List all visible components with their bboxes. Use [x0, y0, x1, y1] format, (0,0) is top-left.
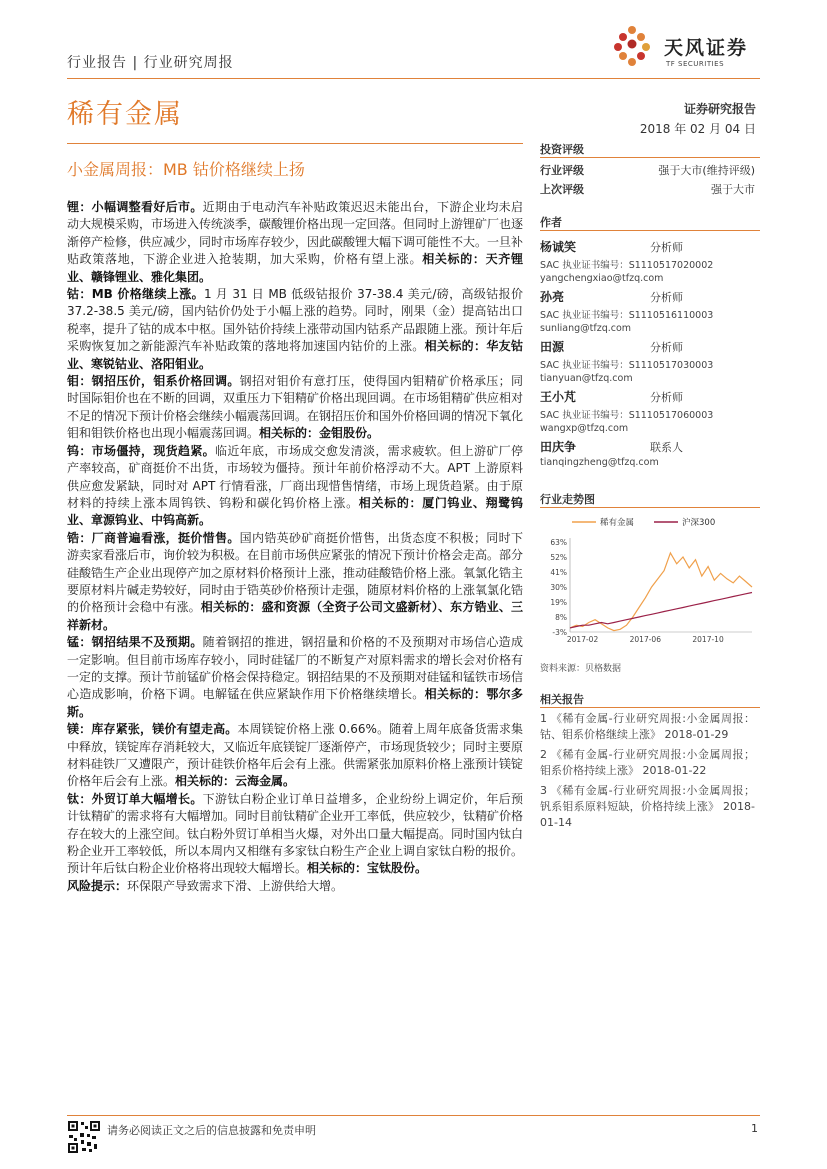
series-line: [570, 593, 752, 628]
report-type: 证券研究报告: [683, 102, 756, 116]
rating-row-previous: 上次评级 强于大市: [540, 183, 755, 196]
related-divider: [540, 707, 760, 708]
paragraph-cobalt: 钴：MB 价格继续上涨。1 月 31 日 MB 低级钴报价 37-38.4 美元/磅，高级钴报价 37.2-38.5 美元/磅，国内钴价仍处于小幅上涨的趋势。同时，刚果（金）提高钴出口税率，提升了钴的成本中枢。国外钴价持续上涨带动国内钴系产品跟随上涨。预计年后采购恢复加之新能源汽车补贴政策的落地将加速国内钴价的上涨。相关标的：华友钴业、寒锐钴业、洛阳钼业。: [67, 287, 524, 371]
related-list: [540, 711, 755, 835]
y-tick-label: 63%: [550, 538, 567, 547]
legend-label: 稀有金属: [600, 518, 635, 528]
rating-divider: [540, 157, 760, 158]
series-line: [570, 553, 752, 631]
author-email[interactable]: tianqingzheng@tfzq.com: [540, 457, 659, 468]
y-tick-label: 52%: [550, 553, 567, 562]
paragraph-lithium: 锂：小幅调整看好后市。近期由于电动汽车补贴政策迟迟未能出台，下游企业均未启动大规模采购，市场进入传统淡季，碳酸锂价格出现一定回落。但同时上游锂矿厂也逐渐停产检修，供应减少，同时市场库存较少，因此碳酸锂大幅下调可能性不大。一旦补贴政策落地，下游企业进入抢装期，加大采购，价格有望上涨。相关标的：天齐锂业、赣锋锂业、雅化集团。: [67, 200, 524, 284]
paragraph-molybdenum: 钼：钢招压价，钼系价格回调。钢招对钼价有意打压，使得国内钼精矿价格承压；同时国际钼价也在不断的回调，双重压力下钼精矿价格出现回调。在市场钼精矿供应相对不足的情况下预计价格会继续小幅震荡回调。在钢招压价和国外价格回调的情况下氧化钼和钼铁价格也出现小幅震荡回调。相关标的：金钼股份。: [67, 374, 524, 441]
footer-divider: [67, 1115, 760, 1116]
author-cert: SAC 执业证书编号：S1110516110003: [540, 310, 714, 321]
author-role: 分析师: [650, 291, 683, 304]
author-role: 分析师: [650, 241, 683, 254]
y-tick-label: -3%: [552, 628, 567, 637]
report-date: 2018 年 02 月 04 日: [639, 122, 756, 136]
author-card: [540, 388, 755, 434]
industry-trend-chart: [540, 512, 760, 652]
author-name: 王小芃: [540, 390, 577, 404]
y-tick-label: 30%: [550, 583, 567, 592]
y-tick-label: 8%: [555, 613, 567, 622]
paragraph-magnesium: 镁：库存紧张，镁价有望走高。本周镁锭价格上涨 0.66%。随着上周年底备货需求集中释放，镁锭库存消耗较大，又临近年底镁锭厂逐渐停产，市场现货较少；同时主要原材料硅铁厂又遭限产，预计硅铁价格年后会有上涨。供需紧张加原料价格上涨预计镁锭价格年后会有上涨。相关标的：云海金属。: [67, 722, 524, 789]
y-tick-label: 41%: [550, 568, 567, 577]
sector-title: 稀有金属: [67, 99, 183, 130]
paragraph-manganese: 锰：钢招结果不及预期。随着钢招的推进，钢招量和价格的不及预期对市场信心造成一定影响。但目前市场库存较小，同时硅锰厂的不断复产对原料需求的增长会对价格有一定的支撑。预计节前锰矿价格会保持稳定。钢招结果的不及预期对硅锰和锰铁市场信心造成影响，价格下调。电解锰在供应紧缺作用下价格继续增长。相关标的：鄂尔多斯。: [67, 635, 524, 719]
trend-heading: 行业走势图: [540, 493, 595, 506]
rating-heading: 投资评级: [540, 143, 584, 156]
related-report-link[interactable]: 1 《稀有金属-行业研究周报:小金属周报：钴、钼系价格继续上涨》 2018-01-29: [540, 712, 755, 741]
author-role: 分析师: [650, 341, 683, 354]
author-email[interactable]: wangxp@tfzq.com: [540, 423, 629, 434]
author-cert: SAC 执业证书编号：S1110517030003: [540, 360, 714, 371]
author-card: [540, 438, 755, 468]
author-email[interactable]: sunliang@tfzq.com: [540, 323, 632, 334]
paragraph-zirconium: 锆：厂商普遍看涨，挺价惜售。国内锆英砂矿商挺价惜售，出货态度不积极；同时下游卖家看涨后市，询价较为积极。在目前市场供应紧张的情况下预计价格会走高。部分硅酸锆生产企业出现停产加之原材料价格预计上涨，推动硅酸锆价格上涨。氧氯化锆主要原材料片碱走势较好，同时由于锆英砂价格预计走强，随原材料价格的上涨氧氯化锆的价格预计会稳中有涨。相关标的：盛和资源（全资子公司文盛新材）、东方锆业、三祥新材。: [67, 530, 524, 632]
related-heading: 相关报告: [540, 693, 584, 706]
x-tick-label: 2017-02: [566, 635, 599, 644]
report-subtitle: 小金属周报：MB 钴价格继续上扬: [67, 160, 305, 179]
author-name: 田源: [540, 340, 565, 354]
author-cert: SAC 执业证书编号：S1110517020002: [540, 260, 714, 271]
main-content: [67, 199, 523, 895]
trend-divider: [540, 507, 760, 508]
paragraph-titanium: 钛：外贸订单大幅增长。下游钛白粉企业订单日益增多，企业纷纷上调定价，年后预计钛精矿的需求将有大幅增加。同时目前钛精矿企业开工率低，供应较少，钛精矿价格存在较大的上涨空间。钛白粉外贸订单相当火爆，对外出口量大幅提高。同时国内钛白粉企业开工率较低，所以本周内又相继有多家钛白粉生产企业上调自家钛白粉的报价。预计年后钛白粉企业价格将出现较大幅增长。相关标的：宝钛股份。: [67, 791, 524, 876]
author-card: [540, 238, 755, 284]
chart-source: 资料来源：贝格数据: [540, 664, 622, 674]
paragraph-risk: 风险提示：环保限产导致需求下滑、上游供给大增。: [67, 878, 344, 893]
x-tick-label: 2017-06: [629, 635, 661, 644]
qr-code-icon[interactable]: [67, 1120, 101, 1154]
author-role: 联系人: [650, 441, 683, 454]
author-card: [540, 338, 755, 384]
logo-sub: TF SECURITIES: [666, 60, 725, 68]
author-card: [540, 288, 755, 334]
rating-row-industry: 行业评级 强于大市(维持评级): [540, 164, 755, 177]
page-number: 1: [751, 1122, 758, 1135]
author-role: 分析师: [650, 391, 683, 404]
author-email[interactable]: yangchengxiao@tfzq.com: [540, 273, 664, 284]
related-report-link[interactable]: 3 《稀有金属-行业研究周报:小金属周报；钒系钼系原料短缺，价格持续上涨》 2018-01-14: [540, 784, 755, 829]
author-name: 杨诚笑: [540, 240, 577, 254]
related-report-link[interactable]: 2 《稀有金属-行业研究周报:小金属周报；钼系价格持续上涨》 2018-01-22: [540, 748, 755, 777]
author-name: 田庆争: [540, 440, 577, 454]
footer-disclaimer: 请务必阅读正文之后的信息披露和免责申明: [107, 1124, 316, 1137]
title-divider: [67, 143, 523, 144]
logo-name: 天风证券: [664, 37, 749, 59]
x-tick-label: 2017-10: [692, 635, 724, 644]
paragraph-tungsten: 钨：市场僵持，现货趋紧。临近年底，市场成交愈发清淡，需求疲软。但上游矿厂停产率较高，矿商挺价不出货，市场较为僵持。预计年前价格浮动不大。APT 上游原料供应愈发紧缺，同时对 APT 行情看涨，厂商出现惜售情绪，市场上现货趋紧。由于原材料的持续上涨本周钨铁、钨粉和碳化钨价格上涨。相关标的：厦门钨业、翔鹭钨业、章源钨业、中钨高新。: [67, 443, 523, 528]
author-divider: [540, 230, 760, 231]
author-heading: 作者: [540, 216, 562, 229]
breadcrumb: 行业报告 | 行业研究周报: [67, 55, 234, 71]
author-name: 孙亮: [540, 290, 565, 304]
y-tick-label: 19%: [550, 598, 567, 607]
header-divider: [67, 78, 760, 79]
author-cert: SAC 执业证书编号：S1110517060003: [540, 410, 714, 421]
legend-label: 沪深300: [682, 518, 716, 528]
author-email[interactable]: tianyuan@tfzq.com: [540, 373, 633, 384]
